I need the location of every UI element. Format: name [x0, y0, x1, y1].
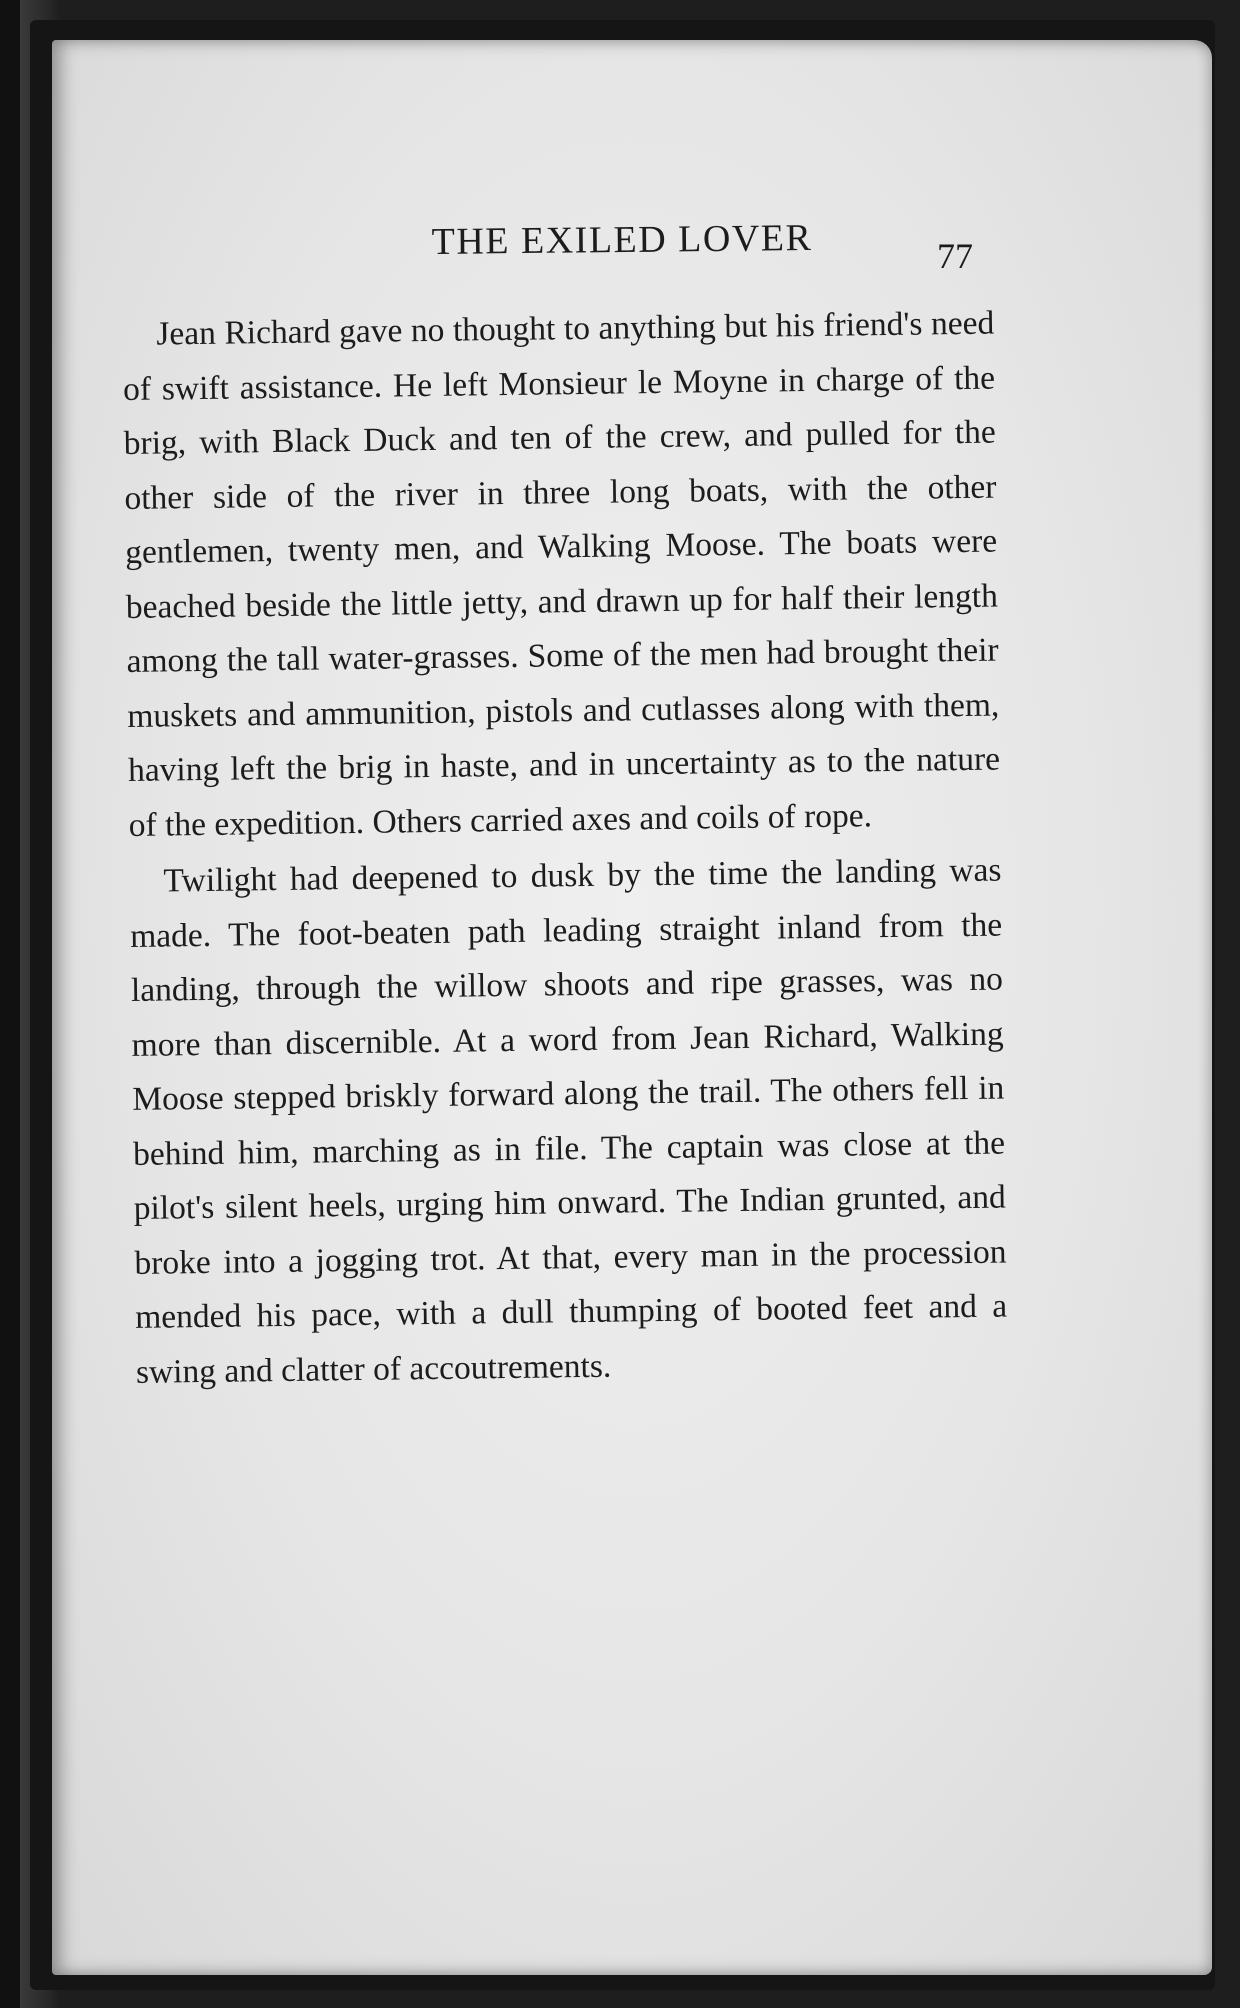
running-title: THE EXILED LOVER	[431, 217, 813, 263]
paragraph: Jean Richard gave no thought to anything but his friend's need of swift assistance. He left Monsieur le Moyne in charge of the brig, with Black Duck and ten of the crew, and pulled for the other side of the river in three long boats, with the other gentlemen, twenty men, and Walking Moose. The boats were beached beside the little jetty, and drawn up for half their length among the tall water-grasses. Some of the men had brought their muskets and ammunition, pistols and cutlasses along with them, having left the brig in haste, and in uncertainty as to the nature of the expedition. Others carried axes and coils of rope.	[122, 304, 1001, 844]
body-text	[122, 297, 1008, 1402]
page-number: 77	[937, 236, 973, 276]
binding-shadow	[0, 0, 20, 2008]
paragraph: Twilight had deepened to dusk by the time the landing was made. The foot-beaten path leading straight inland from the landing, through the willow shoots and ripe grasses, was no more than discernible. At a word from Jean Richard, Walking Moose stepped briskly forward along the trail. The others fell in behind him, marching as in file. The captain was close at the pilot's silent heels, urging him onward. The Indian grunted, and broke into a jogging trot. At that, every man in the procession mended his pace, with a dull thumping of booted feet and a swing and clatter of accoutrements.	[129, 851, 1008, 1391]
book-page	[52, 40, 1212, 1975]
